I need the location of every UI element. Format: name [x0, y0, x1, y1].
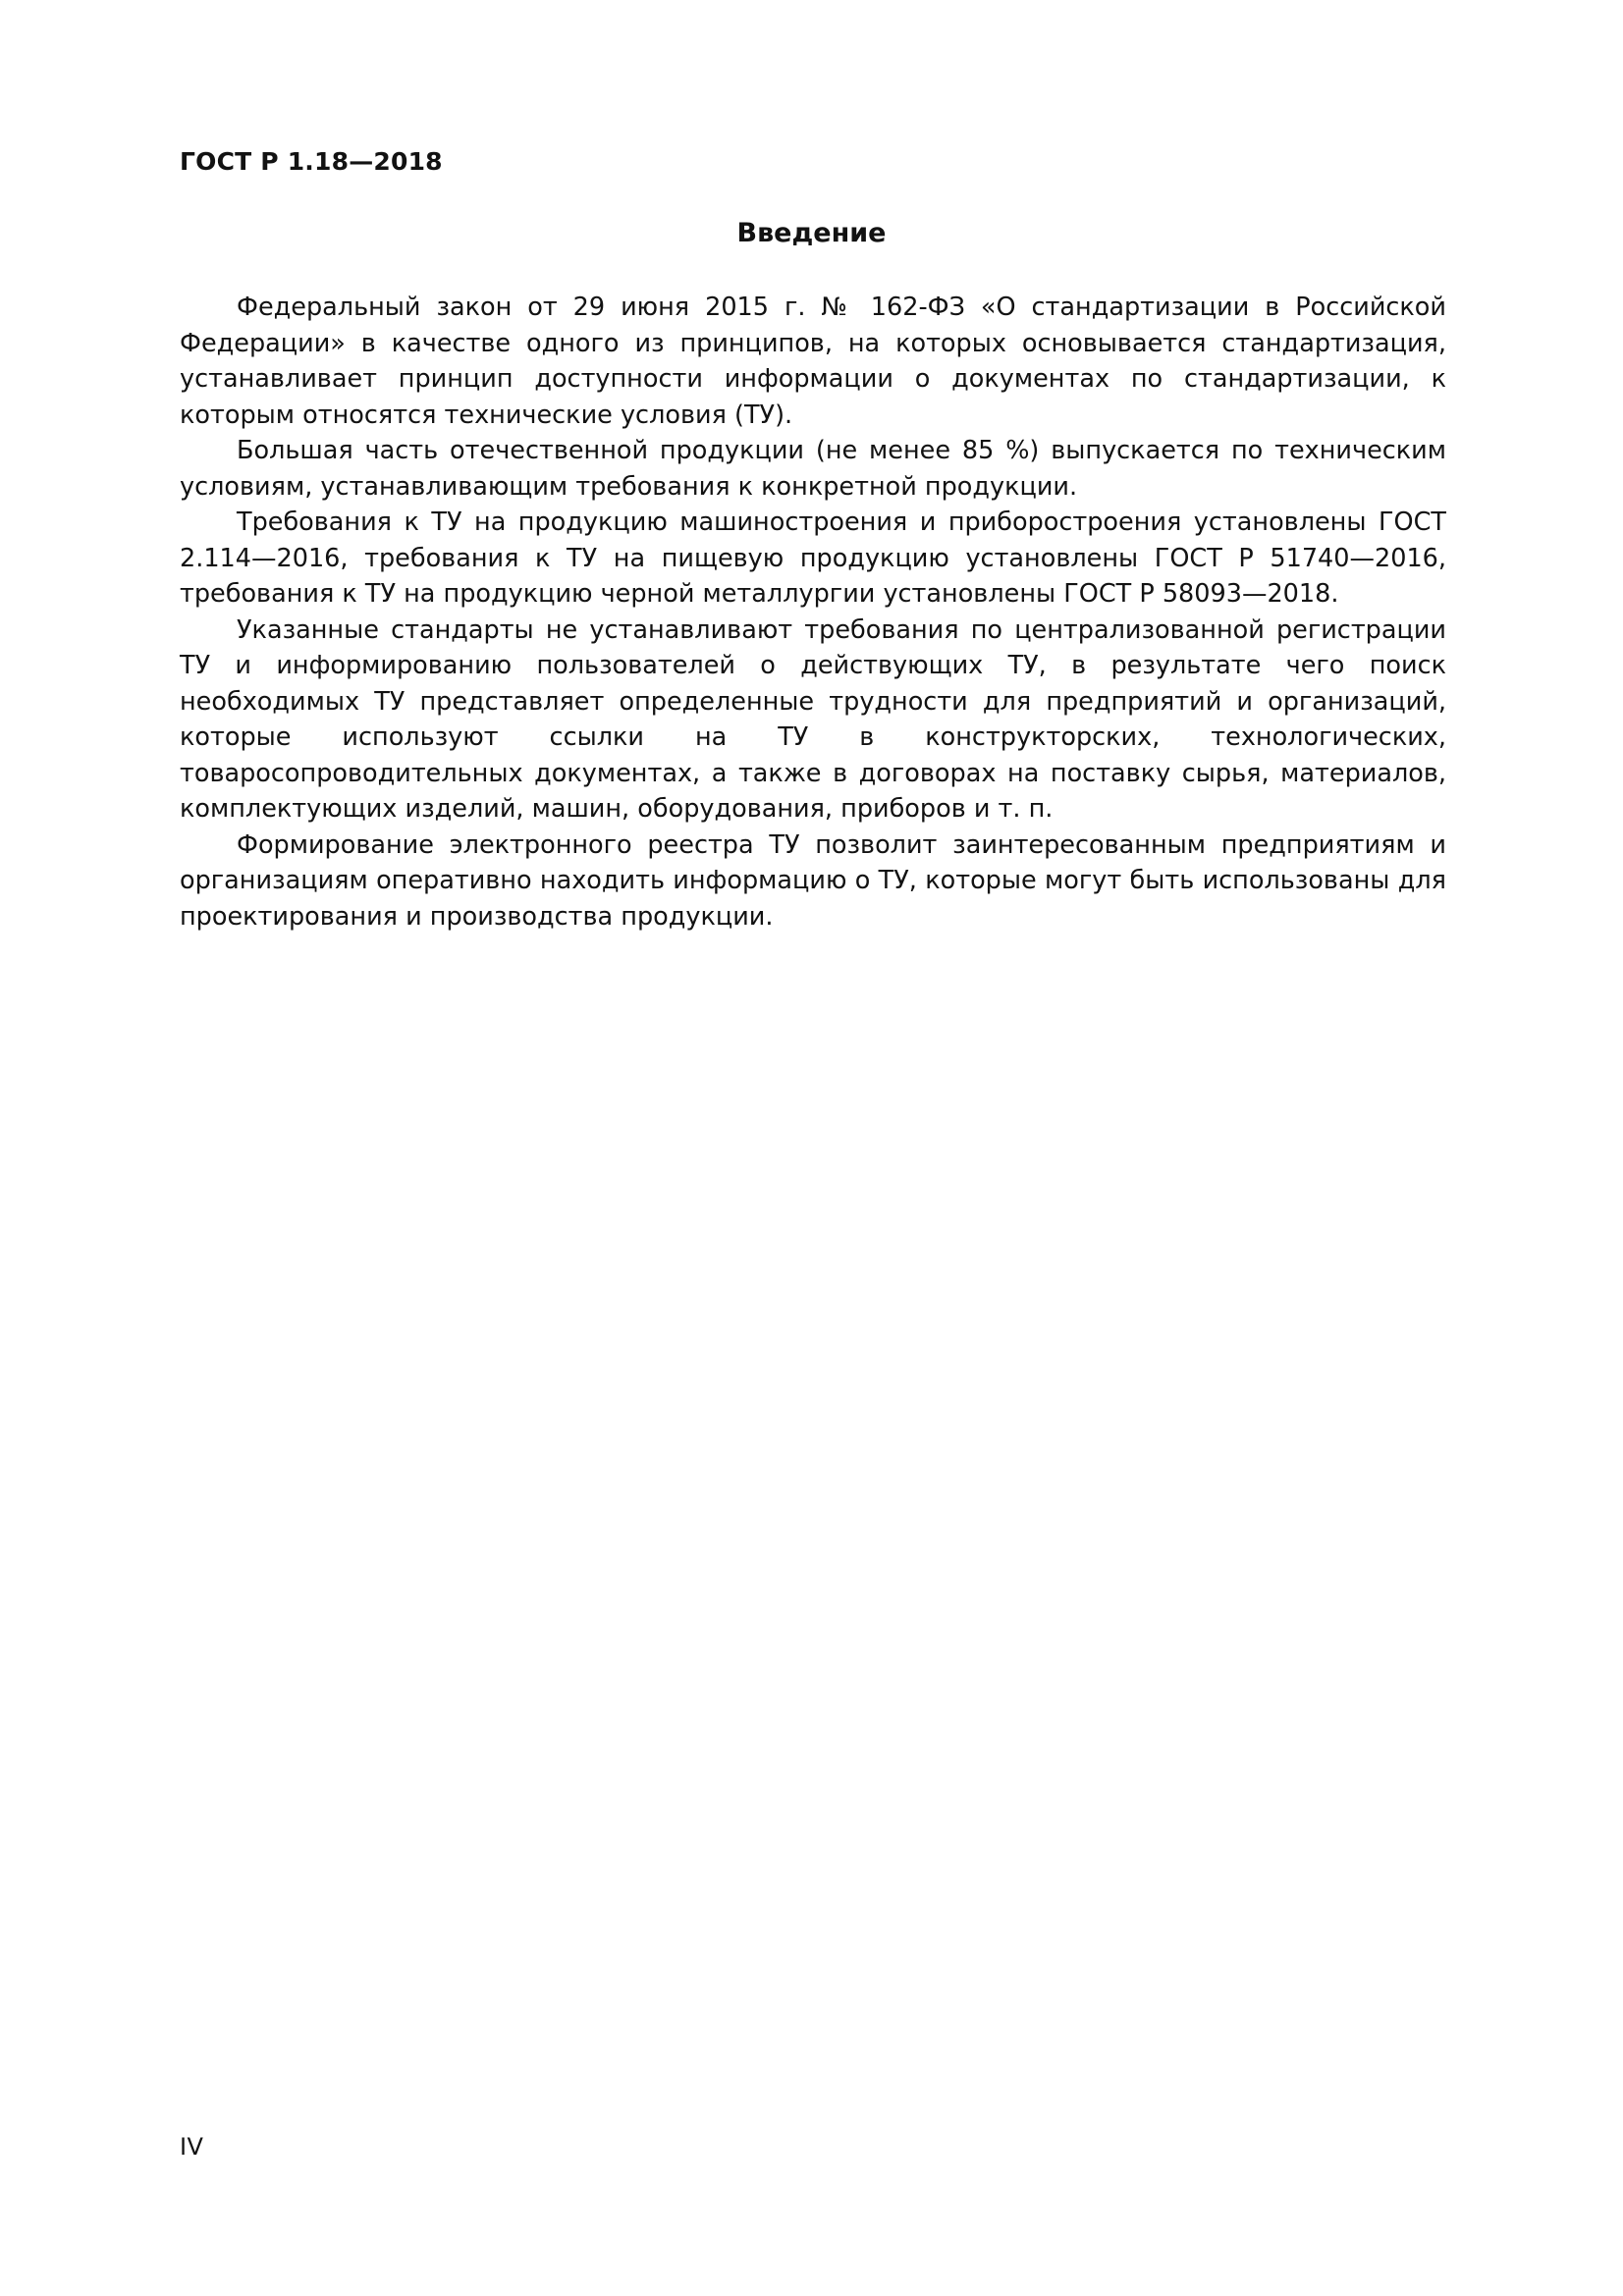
paragraph: Формирование электронного реестра ТУ позволит заинтересованным предприятиям и организациям оперативно находить информацию о ТУ, которые могут быть использованы для проектирования и производства продукции.	[180, 829, 1446, 932]
paragraph: Федеральный закон от 29 июня 2015 г. № 162-ФЗ «О стандартизации в Российской Федерации» в качестве одного из принципов, на которых основывается стандартизация, устанавливает принцип доступности информации о документах по стандартизации, к которым относятся технические условия (ТУ).	[180, 293, 1446, 430]
paragraph: Указанные стандарты не устанавливают требования по централизованной регистрации ТУ и информированию пользователей о действующих ТУ, в результате чего поиск необходимых ТУ представляет определенные трудности для предприятий и организаций, которые используют ссылки на ТУ в конструкторских, технологических, товаросопроводительных документах, а также в договорах на поставку сырья, материалов, комплектующих изделий, машин, оборудования, приборов и т. п.	[180, 614, 1446, 824]
paragraph: Большая часть отечественной продукции (не менее 85 %) выпускается по техническим условиям, устанавливающим требования к конкретной продукции.	[180, 436, 1446, 502]
body-text	[180, 290, 1446, 934]
page-title: Введение	[736, 218, 887, 248]
page-number: IV	[180, 2133, 204, 2161]
paragraph: Требования к ТУ на продукцию машиностроения и приборостроения установлены ГОСТ 2.114—2016, требования к ТУ на пищевую продукцию установлены ГОСТ Р 51740—2016, требования к ТУ на продукцию черной металлургии установлены ГОСТ Р 58093—2018.	[180, 507, 1446, 609]
standard-designation-header: ГОСТ Р 1.18—2018	[180, 147, 443, 176]
